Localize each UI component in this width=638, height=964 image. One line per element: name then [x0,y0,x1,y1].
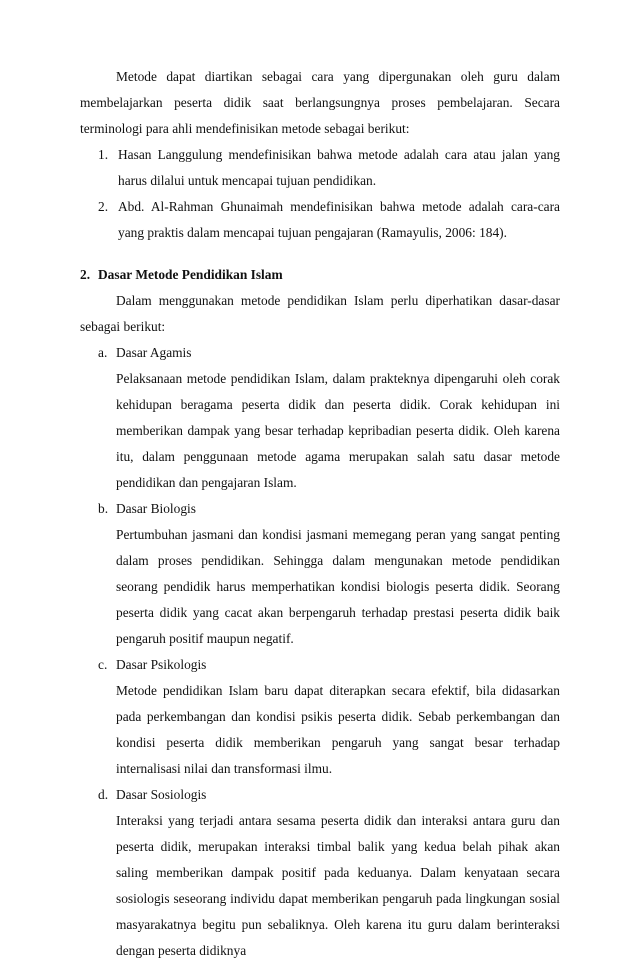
list-marker: 1. [98,147,109,162]
section-title: Dasar Metode Pendidikan Islam [98,267,283,282]
definition-list [80,142,560,246]
list-marker: a. [98,345,108,360]
definition-text: Abd. Al-Rahman Ghunaimah mendefinisikan bahwa metode adalah cara-cara yang praktis dalam mencapai tujuan pengajaran (Ramayulis, 2006: 184). [118,199,560,240]
basis-item-psikologis [98,652,560,782]
document-page [80,64,560,964]
section-intro: Dalam menggunakan metode pendidikan Islam perlu diperhatikan dasar-dasar sebagai berikut: [80,293,560,334]
basis-title: Dasar Biologis [116,501,196,516]
basis-title: Dasar Psikologis [116,657,207,672]
basis-item-biologis [98,496,560,652]
basis-item-sosiologis [98,782,560,964]
intro-paragraph: Metode dapat diartikan sebagai cara yang dipergunakan oleh guru dalam membelajarkan peserta didik saat berlangsungnya proses pembelajaran. Secara terminologi para ahli mendefinisikan metode sebagai berikut: [80,69,560,136]
section-number: 2. [80,267,91,282]
definition-item [98,194,560,246]
list-marker: 2. [98,199,109,214]
list-marker: c. [98,657,108,672]
basis-text: Pelaksanaan metode pendidikan Islam, dalam prakteknya dipengaruhi oleh corak kehidupan beragama peserta didik dan peserta didik. Corak kehidupan ini memberikan dampak yang besar terhadap kepribadian peserta didik. Oleh karena itu, dalam penggunaan metode agama merupakan salah satu dasar metode pendidikan dan pengajaran Islam. [116,371,560,490]
list-marker: d. [98,787,109,802]
basis-title: Dasar Sosiologis [116,787,207,802]
basis-text: Metode pendidikan Islam baru dapat diterapkan secara efektif, bila didasarkan pada perkembangan dan kondisi psikis peserta didik. Sebab perkembangan dan kondisi peserta didik memberikan pengaruh yang sangat besar terhadap internalisasi nilai dan transformasi ilmu. [116,683,560,776]
definition-text: Hasan Langgulung mendefinisikan bahwa metode adalah cara atau jalan yang harus dilalui untuk mencapai tujuan pendidikan. [118,147,560,188]
list-marker: b. [98,501,109,516]
basis-item-agamis [98,340,560,496]
definition-item [98,142,560,194]
basis-title: Dasar Agamis [116,345,192,360]
basis-text: Pertumbuhan jasmani dan kondisi jasmani memegang peran yang sangat penting dalam proses pendidikan. Sehingga dalam mengunakan metode pendidikan seorang pendidik harus memperhatikan kondisi biologis peserta didik. Seorang peserta didik yang cacat akan berpengaruh terhadap prestasi peserta didik baik pengaruh positif maupun negatif. [116,527,560,646]
basis-text: Interaksi yang terjadi antara sesama peserta didik dan interaksi antara guru dan peserta didik, merupakan interaksi timbal balik yang kedua belah pihak akan saling memberikan dampak positif pada keduanya. Dalam kenyataan secara sosiologis seseorang individu dapat memberikan pengaruh pada lingkungan sosial masyarakatnya begitu pun sebaliknya. Oleh karena itu guru dalam berinteraksi dengan peserta didiknya [116,813,560,958]
section-heading [80,262,560,288]
